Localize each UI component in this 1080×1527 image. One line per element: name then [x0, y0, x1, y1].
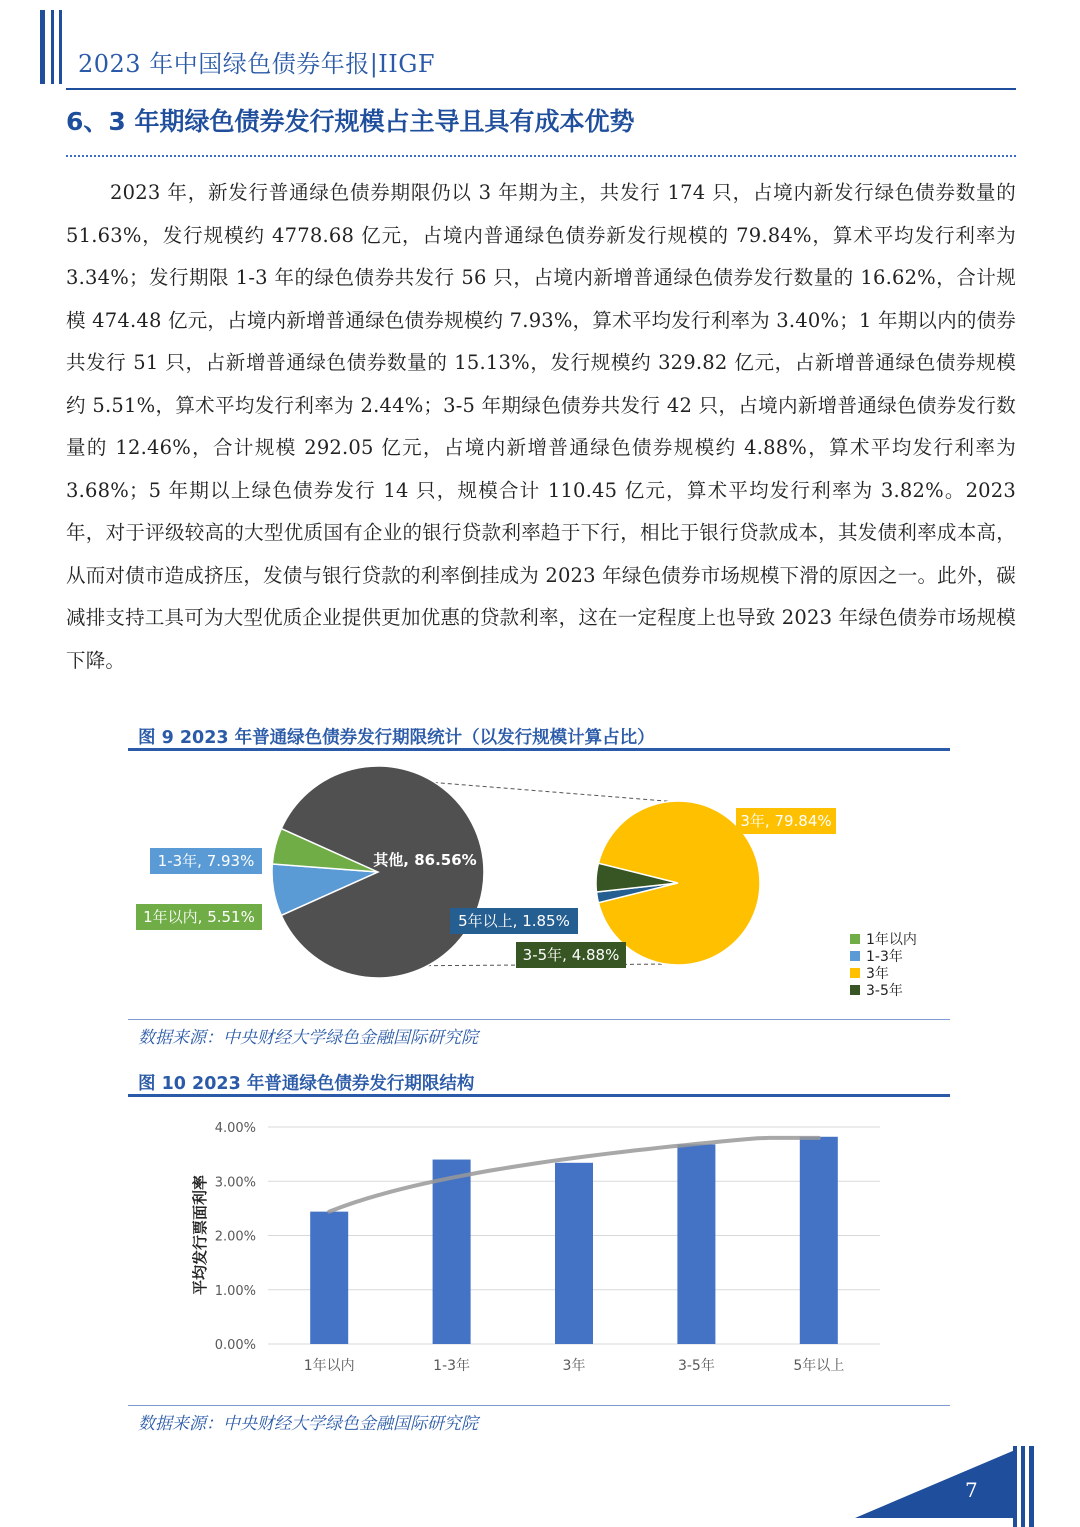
header-title: 2023 年中国绿色债券年报|IIGF [78, 50, 436, 78]
bar [433, 1160, 471, 1344]
label-3-5: 3-5年, 4.88% [522, 946, 620, 964]
figure10-bottom-rule [128, 1405, 950, 1406]
label-1-3: 1-3年, 7.93% [157, 852, 255, 870]
figure9-bottom-rule [128, 1019, 950, 1020]
figure9-title: 图 9 2023 年普通绿色债券发行期限统计（以发行规模计算占比） [138, 728, 655, 748]
figure10-top-rule [128, 1094, 950, 1097]
legend-label-1yr: 1年以内 [866, 932, 917, 948]
figure10-source: 数据来源：中央财经大学绿色金融国际研究院 [138, 1414, 478, 1434]
x-tick-label: 5年以上 [793, 1358, 845, 1374]
legend-swatch-1-3 [850, 951, 860, 961]
legend-swatch-3yr [850, 968, 860, 978]
label-1yr: 1年以内, 5.51% [143, 908, 255, 926]
bar [310, 1212, 348, 1344]
bar [555, 1163, 593, 1344]
label-other: 其他, 86.56% [373, 851, 477, 869]
body-paragraph: 2023 年，新发行普通绿色债券期限仍以 3 年期为主，共发行 174 只，占境内新发行绿色债券数量的 51.63%，发行规模约 4778.68 亿元，占境内普通绿色债券新发行规模的 79.84%，算术平均发行利率为 3.34%；发行期限 1-3 年的绿色债券共发行 56 只，占境内新增普通绿色债券发行数量的 16.62%，合计规模 474.48 亿元，占境内新增普通绿色债券规模约 7.93%，算术平均发行利率为 3.40%；1 年期以内的债券共发行 51 只，占新增普通绿色债券数量的 15.13%，发行规模约 329.82 亿元，占新增普通绿色债券规模约 5.51%，算术平均发行利率为 2.44%；3-5 年期绿色债券共发行 42 只，占境内新增普通绿色债券发行数量的 12.46%，合计规模 292.05 亿元，占境内新增普通绿色债券规模约 4.88%，算术平均发行利率为 3.68%；5 年期以上绿色债券发行 14 只，规模合计 110.45 亿元，算术平均发行利率为 3.82%。2023 年，对于评级较高的大型优质国有企业的银行贷款利率趋于下行，相比于银行贷款成本，其发债利率成本高，从而对债市造成挤压，发债与银行贷款的利率倒挂成为 2023 年绿色债券市场规模下滑的原因之一。此外，碳减排支持工具可为大型优质企业提供更加优惠的贷款利率，这在一定程度上也导致 2023 年绿色债券市场规模下降。 [66, 181, 1016, 672]
footer-triangle [855, 1450, 1015, 1518]
bar-x-ticks [304, 1357, 845, 1374]
legend-label-1-3: 1-3年 [866, 949, 903, 965]
x-tick-label: 3年 [562, 1358, 586, 1374]
figure9-source: 数据来源：中央财经大学绿色金融国际研究院 [138, 1028, 478, 1048]
y-tick-label: 3.00% [214, 1175, 256, 1191]
y-tick-label: 1.00% [214, 1283, 256, 1299]
y-tick-label: 2.00% [214, 1229, 256, 1245]
label-3yr: 3年, 79.84% [740, 812, 832, 830]
header-stripe-1 [40, 10, 45, 84]
bar [677, 1144, 715, 1344]
secondary-pie [596, 801, 760, 965]
y-tick-label: 0.00% [214, 1338, 256, 1353]
x-tick-label: 1-3年 [433, 1358, 471, 1374]
legend-swatch-3-5 [850, 985, 860, 995]
footer-stripe-3 [1029, 1446, 1034, 1527]
footer-stripe-2 [1021, 1446, 1025, 1527]
figure10-bar-chart [128, 1100, 950, 1400]
bar-series [310, 1137, 838, 1344]
bar [800, 1137, 838, 1344]
y-axis-label: 平均发行票面利率 [191, 1174, 209, 1296]
footer-stripe-1 [1013, 1446, 1017, 1527]
y-tick-label: 4.00% [214, 1121, 256, 1136]
x-tick-label: 1年以内 [303, 1358, 355, 1374]
section-title: 6、3 年期绿色债券发行规模占主导且具有成本优势 [66, 107, 635, 136]
page-number: 7 [965, 1478, 978, 1502]
legend-swatch-1yr [850, 934, 860, 944]
figure9-pie-chart [128, 752, 950, 1018]
label-5plus: 5年以上, 1.85% [458, 912, 570, 930]
x-tick-label: 3-5年 [677, 1358, 715, 1374]
header-stripe-3 [59, 10, 62, 84]
main-pie [272, 766, 484, 978]
figure9-top-rule [128, 748, 950, 751]
legend-label-3-5: 3-5年 [866, 983, 903, 999]
bar-y-ticks [215, 1121, 256, 1353]
section-divider [66, 155, 1016, 157]
pie-legend [850, 931, 917, 999]
legend-label-3yr: 3年 [866, 966, 889, 982]
header-stripe-2 [51, 10, 54, 84]
header-underline [66, 88, 1016, 90]
figure10-title: 图 10 2023 年普通绿色债券发行期限结构 [138, 1074, 475, 1094]
